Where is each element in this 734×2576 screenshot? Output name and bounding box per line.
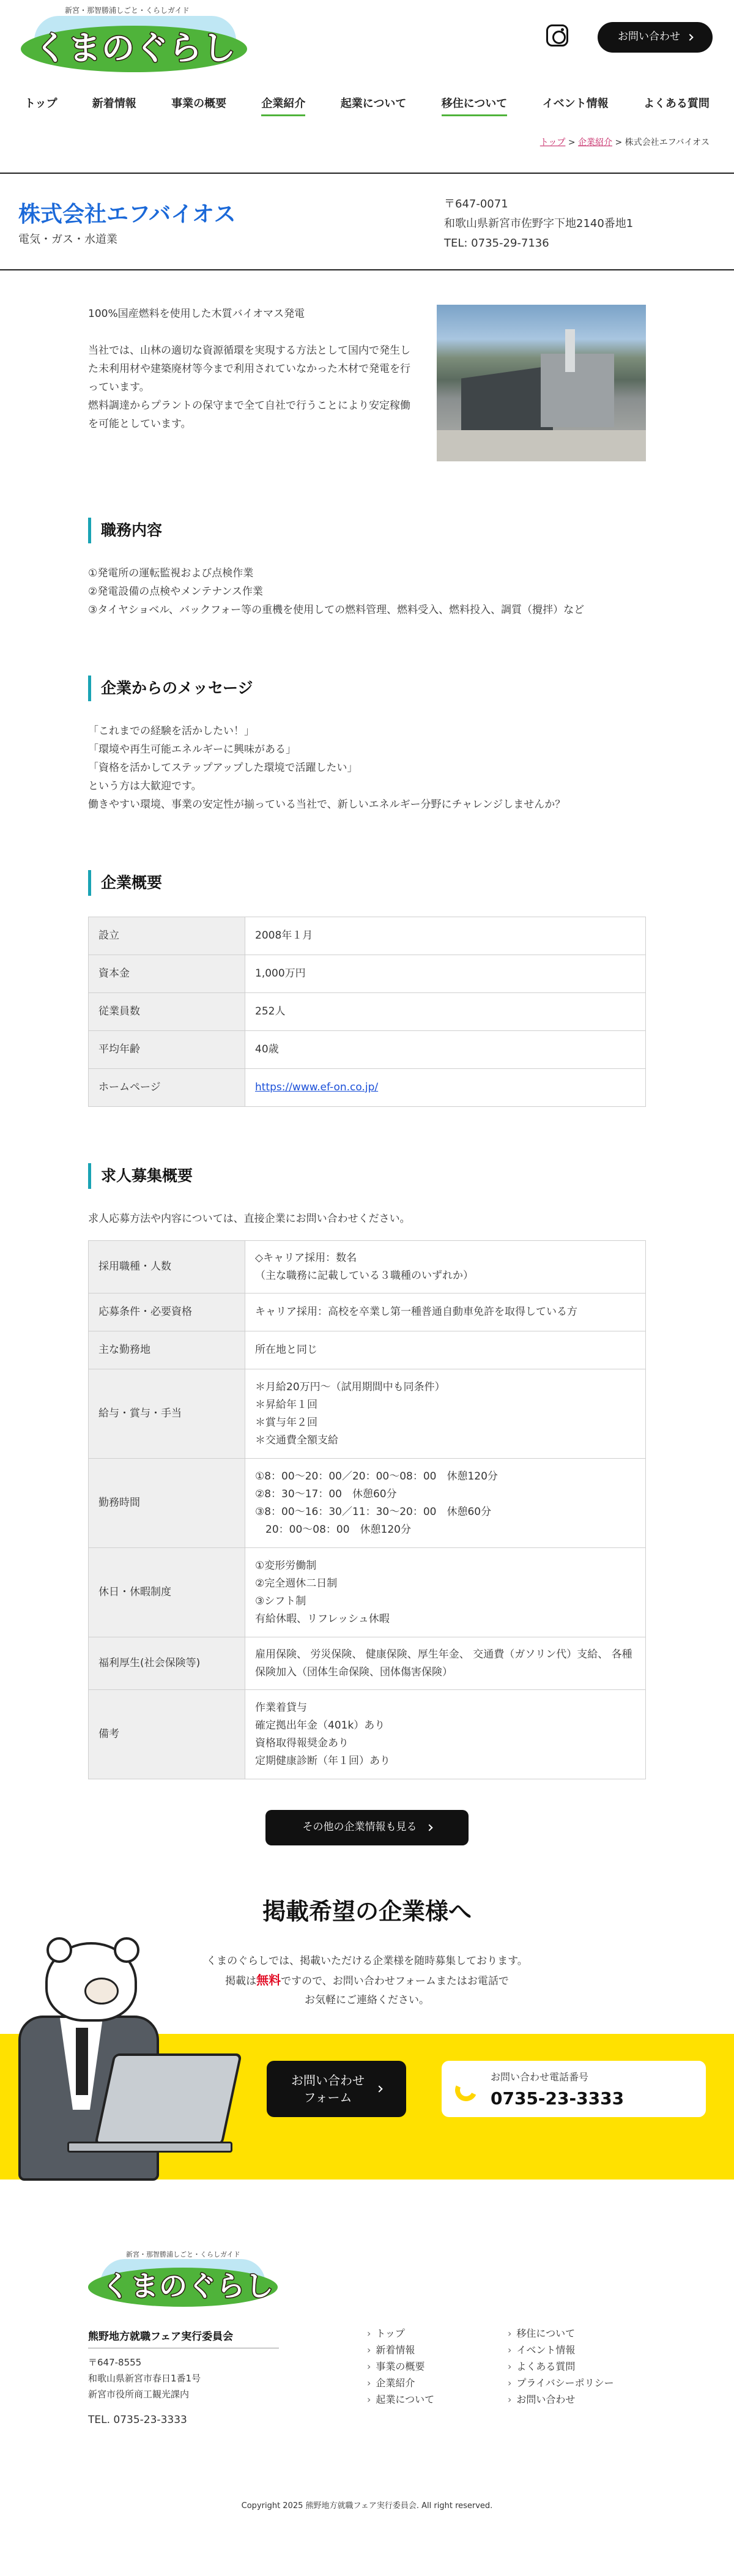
listing-cta xyxy=(0,1870,734,2249)
row-value xyxy=(245,1069,646,1107)
row-key: 備考 xyxy=(89,1690,245,1779)
list-item xyxy=(367,2391,434,2408)
footer-link-events[interactable]: イベント情報 xyxy=(516,2344,576,2356)
chevron-right-icon xyxy=(426,1824,432,1831)
footer-logo[interactable] xyxy=(88,2249,278,2317)
row-key: ホームページ xyxy=(89,1069,245,1107)
company-name: 株式会社エフバイオス xyxy=(18,202,236,227)
row-value: 作業着貸与 確定拠出年金（401k）あり 資格取得報奨金あり 定期健康診断（年１回）あり xyxy=(245,1690,646,1779)
footer-address xyxy=(88,2355,201,2402)
cta-title: 掲載希望の企業様へ xyxy=(262,1898,472,1925)
logo-tagline: 新宮・那智勝浦しごと・くらしガイド xyxy=(65,6,190,15)
table-row xyxy=(89,917,646,955)
footer-org-name: 熊野地方就職フェア実行委員会 xyxy=(88,2329,279,2348)
nav-top[interactable]: トップ xyxy=(24,97,57,110)
main-content xyxy=(88,270,646,1845)
logo-text: くまのぐらし xyxy=(102,2269,274,2302)
table-row xyxy=(89,1690,646,1779)
breadcrumb-current: 株式会社エフバイオス xyxy=(625,138,710,147)
logo-text: くまのぐらし xyxy=(34,29,236,67)
global-nav xyxy=(24,95,710,116)
bear-snout xyxy=(84,1978,119,2005)
intro-body: 当社では、山林の適切な資源循環を実現する方法として国内で発生した未利用材や建築廃材等今まで利用されていなかった木材で発電を行っています。 燃料調達からプラントの保守まで全て自社で行うことにより安定稼働を可能としています。 xyxy=(88,344,410,430)
footer-links-col1 xyxy=(367,2325,434,2408)
more-companies-label: その他の企業情報も見る xyxy=(302,1821,417,1834)
row-key: 資本金 xyxy=(89,955,245,993)
site-footer xyxy=(0,2249,734,2525)
nav-news[interactable]: 新着情報 xyxy=(92,97,136,110)
company-intro xyxy=(88,305,646,461)
row-value: キャリア採用：高校を卒業し第一種普通自動車免許を取得している方 xyxy=(245,1294,646,1331)
footer-link-contact[interactable]: お問い合わせ xyxy=(516,2394,576,2405)
intro-text xyxy=(88,305,418,461)
recruit-heading: 求人募集概要 xyxy=(88,1163,646,1189)
row-value: ◇キャリア採用：数名 （主な職務に記載している３職種のいずれか） xyxy=(245,1241,646,1294)
table-row xyxy=(89,1294,646,1331)
list-item xyxy=(508,2358,614,2375)
row-value: 雇用保険、 労災保険、 健康保険、厚生年金、 交通費（ガソリン代）支給、 各種保険加入（団体生命保険、団体傷害保険） xyxy=(245,1637,646,1690)
footer-tel: TEL. 0735-23-3333 xyxy=(88,2414,187,2426)
company-tel: TEL: 0735-29-7136 xyxy=(444,237,549,250)
site-logo[interactable] xyxy=(16,5,248,78)
row-key: 勤務時間 xyxy=(89,1459,245,1548)
list-item xyxy=(367,2375,434,2391)
row-key: 平均年齢 xyxy=(89,1031,245,1069)
row-key: 設立 xyxy=(89,917,245,955)
table-row xyxy=(89,1548,646,1637)
photo-chimney xyxy=(565,329,575,372)
message-heading: 企業からのメッセージ xyxy=(88,676,646,701)
laptop-base xyxy=(67,2142,232,2153)
footer-postal: 〒647-8555 xyxy=(88,2357,142,2368)
instagram-icon[interactable] xyxy=(546,24,568,47)
company-contact xyxy=(444,195,633,253)
contact-form-button[interactable] xyxy=(267,2061,406,2117)
footer-link-startup[interactable]: 起業について xyxy=(376,2394,435,2405)
row-value: ＊月給20万円〜（試用期間中も同条件） ＊昇給年１回 ＊賞与年２回 ＊交通費全額支給 xyxy=(245,1369,646,1459)
homepage-link[interactable]: https://www.ef-on.co.jp/ xyxy=(255,1081,379,1093)
company-header xyxy=(0,173,734,270)
company-category: 電気・ガス・水道業 xyxy=(18,233,117,246)
footer-link-companies[interactable]: 企業紹介 xyxy=(376,2377,415,2389)
nav-migration[interactable]: 移住について xyxy=(442,95,508,116)
list-item xyxy=(367,2342,434,2358)
header-contact-button[interactable] xyxy=(598,22,713,53)
bear-tie xyxy=(76,2028,88,2095)
cta-line1: くまのぐらしでは、掲載いただける企業様を随時募集しております。 xyxy=(206,1955,528,1967)
nav-business[interactable]: 事業の概要 xyxy=(171,97,227,110)
company-address: 和歌山県新宮市佐野字下地2140番地1 xyxy=(444,217,634,230)
list-item xyxy=(367,2325,434,2342)
table-row xyxy=(89,1069,646,1107)
table-row xyxy=(89,955,646,993)
table-row xyxy=(89,1331,646,1369)
company-postal: 〒647-0071 xyxy=(444,198,508,210)
nav-faq[interactable]: よくある質問 xyxy=(643,97,710,110)
table-row xyxy=(89,993,646,1031)
contact-form-label-2: フォーム xyxy=(303,2090,352,2105)
plant-photo xyxy=(437,305,646,461)
recruit-table xyxy=(88,1240,646,1779)
duties-heading: 職務内容 xyxy=(88,518,646,543)
free-highlight: 無料 xyxy=(256,1973,281,1987)
recruit-note: 求人応募方法や内容については、直接企業にお問い合わせください。 xyxy=(88,1213,410,1225)
photo-building xyxy=(541,354,614,427)
chevron-right-icon xyxy=(376,2085,382,2092)
table-row xyxy=(89,1031,646,1069)
phone-label: お問い合わせ電話番号 xyxy=(491,2071,589,2083)
row-value: 40歳 xyxy=(245,1031,646,1069)
message-body: 「これまでの経験を活かしたい！」 「環境や再生可能エネルギーに興味がある」 「資格を活かしてステップアップした環境で活躍したい」 という方は大歓迎です。 働きやすい環境、事業の安定性が揃っている当社で、新しいエネルギー分野にチャレンジしませんか？ xyxy=(88,725,566,811)
breadcrumb-home[interactable]: トップ xyxy=(539,138,566,147)
footer-link-privacy[interactable]: プライバシーポリシー xyxy=(516,2377,614,2389)
list-item xyxy=(367,2358,434,2375)
breadcrumb-sep: > xyxy=(615,138,623,147)
footer-link-business[interactable]: 事業の概要 xyxy=(376,2361,425,2372)
contact-form-label xyxy=(291,2072,365,2106)
phone-icon xyxy=(452,2076,480,2104)
bear-mascot-illustration xyxy=(6,1942,239,2199)
row-value: 所在地と同じ xyxy=(245,1331,646,1369)
phone-number: 0735-23-3333 xyxy=(491,2088,625,2109)
copyright: Copyright 2025 熊野地方就職フェア実行委員会. All right reserved. xyxy=(241,2501,493,2511)
row-key: 従業員数 xyxy=(89,993,245,1031)
footer-links-col2 xyxy=(508,2325,614,2408)
breadcrumb-section[interactable]: 企業紹介 xyxy=(578,138,613,147)
list-item xyxy=(508,2342,614,2358)
chevron-right-icon xyxy=(686,34,693,40)
nav-startup[interactable]: 起業について xyxy=(340,97,407,110)
table-row xyxy=(89,1369,646,1459)
table-row xyxy=(89,1637,646,1690)
footer-addr2: 新宮市役所商工観光課内 xyxy=(88,2389,190,2400)
contact-phone-box[interactable] xyxy=(442,2061,706,2117)
laptop-icon xyxy=(94,2053,242,2145)
overview-table xyxy=(88,917,646,1107)
duties-body: ①発電所の運転監視および点検作業 ②発電設備の点検やメンテナンス作業 ③タイヤショベル、バックフォー等の重機を使用しての燃料管理、燃料受入、燃料投入、調質（攪拌）など xyxy=(88,567,585,616)
table-row xyxy=(89,1241,646,1294)
bear-ear xyxy=(114,1937,139,1963)
cta-line3: お気軽にご連絡ください。 xyxy=(305,1994,429,2006)
breadcrumb xyxy=(540,136,710,149)
row-key: 休日・休暇制度 xyxy=(89,1548,245,1637)
bear-ear xyxy=(46,1937,72,1963)
row-value: 1,000万円 xyxy=(245,955,646,993)
row-value: ①8：00〜20：00／20：00〜08：00 休憩120分 ②8：30〜17：00 休憩60分 ③8：00〜16：30／11：30〜20：00 休憩60分 20：00〜08：00 休憩120分 xyxy=(245,1459,646,1548)
header-contact-label: お問い合わせ xyxy=(618,31,680,43)
row-key: 応募条件・必要資格 xyxy=(89,1294,245,1331)
table-row xyxy=(89,1459,646,1548)
footer-link-top[interactable]: トップ xyxy=(376,2328,405,2339)
row-value: ①変形労働制 ②完全週休二日制 ③シフト制 有給休暇、リフレッシュ休暇 xyxy=(245,1548,646,1637)
logo-tagline: 新宮・那智勝浦しごと・くらしガイド xyxy=(126,2250,240,2258)
row-key: 給与・賞与・手当 xyxy=(89,1369,245,1459)
row-value: 2008年１月 xyxy=(245,917,646,955)
footer-addr1: 和歌山県新宮市春日1番1号 xyxy=(88,2373,201,2384)
photo-ground xyxy=(437,430,646,461)
row-key: 採用職種・人数 xyxy=(89,1241,245,1294)
cta-line2-pre: 掲載は xyxy=(225,1975,257,1987)
list-item xyxy=(508,2325,614,2342)
footer-link-news[interactable]: 新着情報 xyxy=(376,2344,415,2356)
cta-line2-post: ですので、お問い合わせフォームまたはお電話で xyxy=(281,1975,509,1987)
overview-heading: 企業概要 xyxy=(88,870,646,896)
breadcrumb-sep: > xyxy=(568,138,576,147)
site-header xyxy=(0,0,734,159)
list-item xyxy=(508,2391,614,2408)
footer-link-faq[interactable]: よくある質問 xyxy=(516,2361,576,2372)
intro-lead: 100%国産燃料を使用した木質バイオマス発電 xyxy=(88,308,305,320)
list-item xyxy=(508,2375,614,2391)
more-companies-button[interactable] xyxy=(265,1810,469,1845)
footer-link-migration[interactable]: 移住について xyxy=(516,2328,576,2339)
nav-events[interactable]: イベント情報 xyxy=(542,97,609,110)
row-key: 福利厚生(社会保険等) xyxy=(89,1637,245,1690)
nav-companies[interactable]: 企業紹介 xyxy=(261,95,305,116)
contact-form-label-1: お問い合わせ xyxy=(291,2073,365,2088)
row-value: 252人 xyxy=(245,993,646,1031)
row-key: 主な勤務地 xyxy=(89,1331,245,1369)
